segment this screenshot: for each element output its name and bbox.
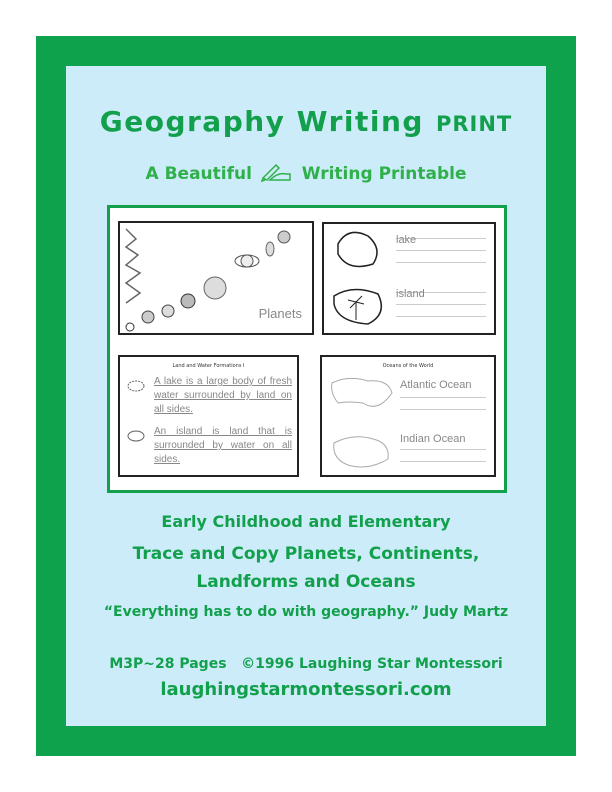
word-atlantic: Atlantic Ocean bbox=[400, 379, 472, 391]
page-title bbox=[0, 105, 612, 138]
page-count: M3P~28 Pages bbox=[109, 656, 227, 672]
title-main: Geography Writing bbox=[99, 105, 424, 138]
word-island: island bbox=[396, 288, 425, 300]
worksheet-preview bbox=[107, 205, 507, 493]
land-water-card bbox=[118, 355, 299, 477]
guide-line bbox=[396, 316, 486, 317]
quote: “Everything has to do with geography.” Judy Martz bbox=[103, 604, 509, 620]
guide-line bbox=[396, 304, 486, 305]
guide-line bbox=[400, 461, 486, 462]
subtitle-after: Writing Printable bbox=[301, 164, 467, 184]
lake-island-illustration bbox=[328, 224, 398, 334]
guide-line bbox=[400, 409, 486, 410]
description-line-2: Landforms and Oceans bbox=[196, 572, 416, 592]
guide-line bbox=[396, 250, 486, 251]
copyright: ©1996 Laughing Star Montessori bbox=[241, 656, 503, 672]
oceans-card bbox=[320, 355, 496, 477]
word-indian: Indian Ocean bbox=[400, 433, 466, 445]
guide-line bbox=[396, 262, 486, 263]
title-suffix: PRINT bbox=[435, 112, 513, 136]
subtitle-before: A Beautiful bbox=[145, 164, 252, 184]
planets-card bbox=[118, 221, 314, 335]
audience: Early Childhood and Elementary bbox=[161, 512, 451, 531]
sentence-island: An island is land that is surrounded by water on all sides. bbox=[154, 426, 292, 465]
subtitle bbox=[0, 162, 612, 184]
guide-line bbox=[400, 449, 486, 450]
world-map-icon bbox=[328, 373, 398, 473]
page-count-copyright bbox=[0, 656, 612, 672]
card-title: Oceans of the World bbox=[382, 363, 434, 369]
description-line-1: Trace and Copy Planets, Continents, bbox=[132, 544, 480, 564]
pen-writing-icon bbox=[260, 162, 294, 182]
island-icon bbox=[126, 429, 146, 443]
word-lake: lake bbox=[396, 234, 417, 246]
guide-line bbox=[400, 397, 486, 398]
planets-label: Planets bbox=[258, 306, 302, 321]
website-link[interactable]: laughingstarmontessori.com bbox=[160, 679, 452, 700]
lake-icon bbox=[126, 379, 146, 393]
sentence-lake: A lake is a large body of fresh water surrounded by land on all sides. bbox=[154, 376, 292, 415]
lake-island-card bbox=[322, 222, 496, 335]
card-title: Land and Water Formations I bbox=[172, 363, 245, 369]
